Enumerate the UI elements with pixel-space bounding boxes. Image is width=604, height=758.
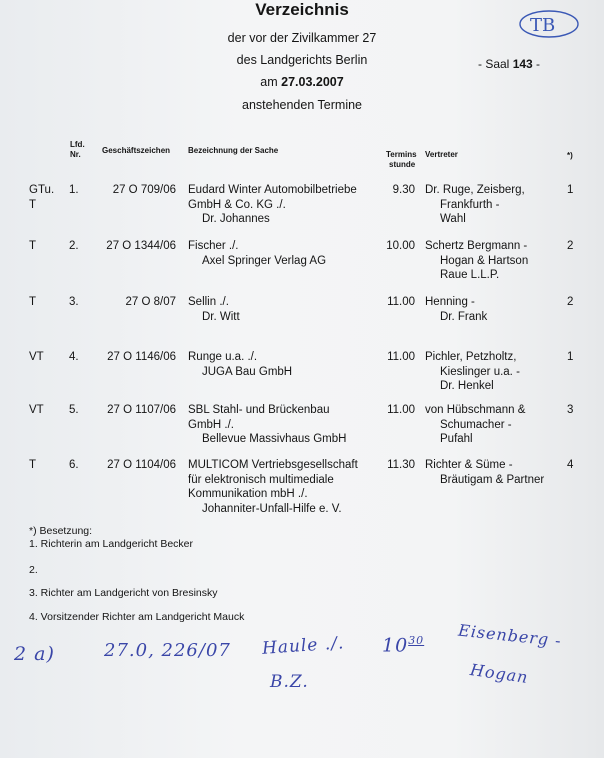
- footnote-heading: *) Besetzung:: [29, 525, 93, 537]
- row-vertreter-line: Pufahl: [440, 433, 473, 445]
- handwritten-party: Haule ./.: [261, 633, 345, 659]
- row-vertreter-line: von Hübschmann &: [425, 404, 526, 416]
- row-vertreter-line: Wahl: [440, 213, 466, 225]
- row-code: GTu.: [29, 184, 55, 196]
- handwritten-time-hours: 10: [382, 634, 409, 657]
- saal-number: 143: [512, 57, 533, 71]
- header-line-4: anstehenden Termine: [242, 98, 362, 112]
- row-vertreter-line: Kieslinger u.a. -: [440, 365, 520, 378]
- handwritten-lawyer-2: Hogan: [468, 660, 530, 687]
- row-sache-line: MULTICOM Vertriebsgesellschaft: [188, 459, 358, 471]
- row-besetzung: 4: [567, 459, 574, 471]
- row-vertreter-line: Dr. Henkel: [440, 380, 494, 392]
- row-code: VT: [29, 404, 44, 416]
- header-line-1: der vor der Zivilkammer 27: [227, 31, 377, 45]
- row-vertreter-line: Dr. Ruge, Zeisberg,: [425, 184, 525, 196]
- document-title: Verzeichnis: [255, 0, 349, 19]
- row-termin-zeit: 11.00: [387, 404, 415, 416]
- col-header-lfd: Lfd.: [70, 140, 85, 149]
- col-header-stunde: stunde: [389, 160, 416, 169]
- row-sache-line: GmbH ./.: [188, 418, 235, 431]
- row-vertreter-line: Dr. Frank: [440, 310, 488, 323]
- row-sache-line: Dr. Johannes: [202, 213, 270, 225]
- row-sache-line: für elektronisch multimediale: [188, 473, 334, 486]
- row-aktenzeichen: 27 O 709/06: [112, 184, 176, 196]
- row-vertreter-line: Richter & Süme -: [425, 459, 513, 471]
- row-vertreter-line: Hogan & Hartson: [440, 254, 529, 267]
- row-aktenzeichen: 27 O 1344/06: [106, 240, 176, 252]
- row-termin-zeit: 11.00: [387, 296, 415, 308]
- row-number: 6.: [69, 459, 79, 471]
- footnote-item-4: 4. Vorsitzender Richter am Landgericht Mauck: [29, 611, 245, 623]
- row-code: T: [29, 459, 37, 471]
- row-sache-line: GmbH & Co. KG ./.: [188, 198, 286, 211]
- row-aktenzeichen: 27 O 1107/06: [107, 404, 176, 416]
- handwritten-aktenzeichen: 27.0, 226/07: [104, 640, 231, 661]
- col-header-lfd-nr: [70, 140, 85, 160]
- col-header-bezeichnung: Bezeichnung der Sache: [188, 146, 279, 155]
- row-vertreter-line: Schumacher -: [440, 418, 512, 431]
- row-vertreter-line: Frankfurth -: [440, 198, 500, 211]
- handwritten-time-minutes: 30: [408, 634, 425, 647]
- col-header-mark: *): [567, 151, 573, 160]
- row-sache-line: Axel Springer Verlag AG: [202, 254, 327, 267]
- row-code: T: [29, 240, 37, 252]
- row-code: T: [29, 198, 37, 211]
- row-sache-line: Sellin ./.: [188, 296, 229, 308]
- row-vertreter-line: Bräutigam & Partner: [440, 473, 545, 486]
- row-number: 4.: [69, 351, 79, 363]
- footnote-item-3: 3. Richter am Landgericht von Bresinsky: [29, 587, 218, 599]
- handwritten-time: [382, 634, 424, 656]
- row-termin-zeit: 10.00: [386, 240, 415, 252]
- row-aktenzeichen: 27 O 1146/06: [107, 351, 176, 363]
- row-code: VT: [29, 351, 44, 363]
- row-besetzung: 1: [567, 184, 574, 196]
- stamp-text: TB: [530, 15, 556, 36]
- row-sache-line: Dr. Witt: [202, 310, 240, 323]
- row-sache-line: Johanniter-Unfall-Hilfe e. V.: [202, 502, 342, 515]
- row-termin-zeit: 11.00: [387, 351, 415, 363]
- row-aktenzeichen: 27 O 8/07: [125, 296, 176, 308]
- handwritten-nr: 2 a): [14, 643, 55, 665]
- header-date-line: [0, 75, 604, 89]
- row-sache-line: Runge u.a. ./.: [188, 351, 258, 363]
- col-header-termins-stunde: [386, 150, 417, 170]
- row-besetzung: 2: [567, 296, 574, 308]
- handwritten-lawyer: Eisenberg -: [457, 620, 563, 651]
- row-vertreter-line: Henning -: [425, 296, 475, 308]
- col-header-vertreter: Vertreter: [425, 150, 458, 159]
- row-vertreter-line: Pichler, Petzholtz,: [425, 351, 517, 363]
- row-vertreter-line: Raue L.L.P.: [440, 269, 500, 281]
- date-prefix: am: [260, 75, 282, 89]
- footnote-item-1: 1. Richterin am Landgericht Becker: [29, 538, 193, 550]
- row-number: 5.: [69, 404, 79, 416]
- footnote-item-2: 2.: [29, 564, 38, 576]
- col-header-geschaeftszeichen: Geschäftszeichen: [102, 146, 171, 155]
- saal-prefix: - Saal: [478, 57, 513, 71]
- saal-label: [478, 57, 540, 71]
- row-sache-line: Bellevue Massivhaus GmbH: [202, 433, 347, 445]
- row-vertreter-line: Schertz Bergmann -: [425, 240, 528, 252]
- col-header-nr: Nr.: [70, 150, 81, 159]
- row-number: 2.: [69, 240, 79, 252]
- row-besetzung: 3: [567, 404, 574, 416]
- handwritten-party-2: B.Z.: [270, 672, 309, 692]
- saal-suffix: -: [532, 57, 541, 71]
- row-number: 3.: [69, 296, 79, 308]
- row-sache-line: Eudard Winter Automobilbetriebe: [188, 184, 357, 196]
- header-line-2: des Landgerichts Berlin: [236, 53, 368, 67]
- row-aktenzeichen: 27 O 1104/06: [107, 459, 176, 471]
- row-termin-zeit: 9.30: [392, 184, 415, 196]
- row-besetzung: 1: [567, 351, 574, 363]
- row-sache-line: SBL Stahl- und Brückenbau: [188, 404, 330, 416]
- row-besetzung: 2: [567, 240, 574, 252]
- row-sache-line: JUGA Bau GmbH: [202, 365, 293, 378]
- col-header-termins: Termins: [386, 150, 417, 159]
- row-code: T: [29, 296, 37, 308]
- row-sache-line: Fischer ./.: [188, 240, 239, 252]
- row-termin-zeit: 11.30: [387, 459, 415, 471]
- row-sache-line: Kommunikation mbH ./.: [188, 488, 308, 500]
- session-date: 27.03.2007: [281, 75, 344, 89]
- row-number: 1.: [69, 184, 79, 196]
